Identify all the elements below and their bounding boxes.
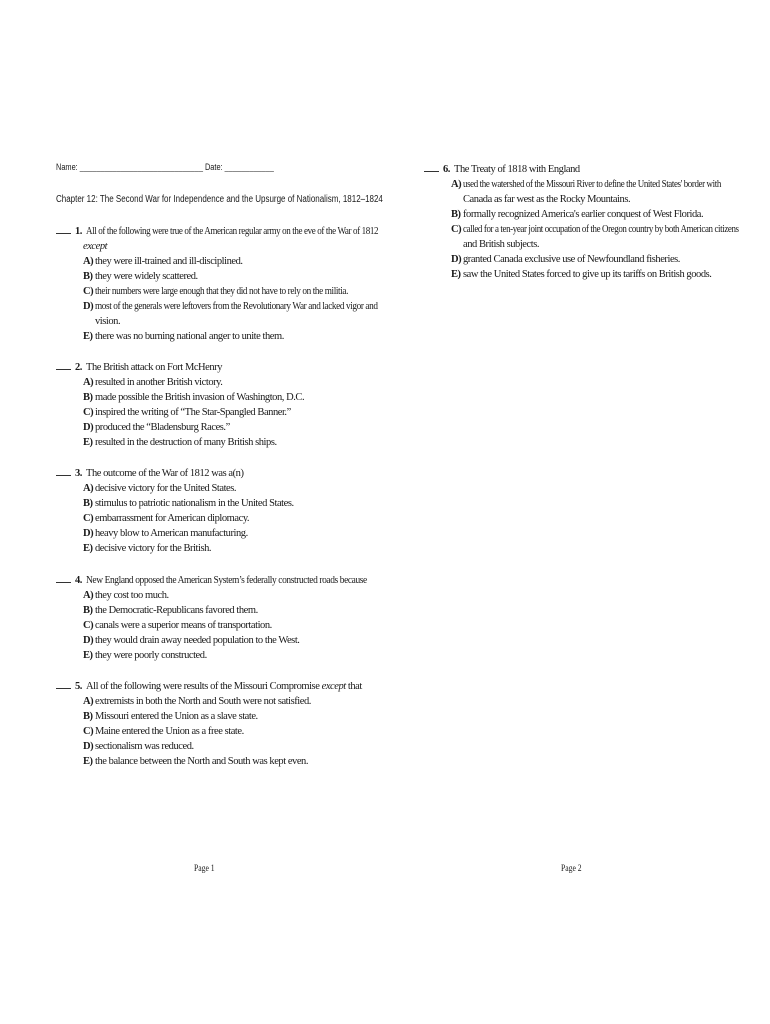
choice-a: A) extremists in both the North and South were not satisfied.: [83, 696, 311, 707]
choice-d-continued: vision.: [95, 316, 121, 327]
question-4: [56, 573, 398, 663]
answer-blank[interactable]: [56, 573, 71, 583]
choice-e: E) the balance between the North and South was kept even.: [83, 756, 309, 767]
question-number: 3.: [75, 468, 82, 479]
choice-d: D) most of the generals were leftovers from the Revolutionary War and lacked vigor and: [83, 301, 378, 312]
choice-d: D) produced the “Bladensburg Races.”: [83, 422, 230, 433]
name-date-line: Name: ______________________________ Date: ____________: [56, 162, 274, 172]
answer-blank[interactable]: [56, 224, 71, 234]
question-stem: The British attack on Fort McHenry: [85, 362, 223, 373]
choice-a: A) used the watershed of the Missouri River to define the United States' border with: [451, 179, 721, 190]
question-3: [56, 466, 294, 556]
question-2: [56, 360, 304, 450]
choice-a: A) they cost too much.: [83, 590, 169, 601]
question-number: 4.: [75, 575, 82, 586]
question-stem: The outcome of the War of 1812 was a(n): [85, 468, 244, 479]
choice-c-continued: and British subjects.: [463, 239, 540, 250]
choice-d: D) sectionalism was reduced.: [83, 741, 194, 752]
question-6: [424, 162, 770, 282]
question-stem-italic: except: [321, 681, 346, 692]
choice-b: B) Missouri entered the Union as a slave state.: [83, 711, 258, 722]
choice-c: C) called for a ten-year joint occupation of the Oregon country by both American citizens: [451, 224, 739, 235]
choice-c: C) canals were a superior means of transportation.: [83, 620, 272, 631]
chapter-title: Chapter 12: The Second War for Independence and the Upsurge of Nationalism, 1812–1824: [56, 194, 383, 205]
question-5: [56, 679, 362, 769]
choice-d: D) granted Canada exclusive use of Newfoundland fisheries.: [451, 254, 680, 265]
choice-e: E) resulted in the destruction of many British ships.: [83, 437, 277, 448]
choice-b: B) the Democratic-Republicans favored them.: [83, 605, 258, 616]
choice-e: E) saw the United States forced to give up its tariffs on British goods.: [451, 269, 712, 280]
question-number: 2.: [75, 362, 82, 373]
choice-a: A) they were ill-trained and ill-disciplined.: [83, 256, 243, 267]
page-number-left: Page 1: [194, 863, 215, 873]
choice-a: A) decisive victory for the United States.: [83, 483, 237, 494]
question-stem: The Treaty of 1818 with England: [453, 164, 580, 175]
choice-e: E) they were poorly constructed.: [83, 650, 207, 661]
choice-d: D) they would drain away needed population to the West.: [83, 635, 300, 646]
page-number-right: Page 2: [561, 863, 582, 873]
choice-c: C) their numbers were large enough that they did not have to rely on the militia.: [83, 286, 348, 297]
choice-c: C) Maine entered the Union as a free state.: [83, 726, 244, 737]
answer-blank[interactable]: [56, 679, 71, 689]
answer-blank[interactable]: [56, 466, 71, 476]
choice-e: E) there was no burning national anger to unite them.: [83, 331, 284, 342]
answer-blank[interactable]: [424, 162, 439, 172]
choice-d: D) heavy blow to American manufacturing.: [83, 528, 248, 539]
question-stem: All of the following were true of the American regular army on the eve of the War of 1812: [85, 226, 379, 237]
question-1: [56, 224, 426, 344]
choice-b: B) formally recognized America's earlier conquest of West Florida.: [451, 209, 704, 220]
question-stem-italic: except: [83, 241, 108, 252]
answer-blank[interactable]: [56, 360, 71, 370]
question-stem: New England opposed the American System’s federally constructed roads because: [85, 575, 367, 586]
question-number: 1.: [75, 226, 82, 237]
choice-a: A) resulted in another British victory.: [83, 377, 223, 388]
choice-c: C) inspired the writing of “The Star-Spangled Banner.”: [83, 407, 291, 418]
choice-b: B) stimulus to patriotic nationalism in the United States.: [83, 498, 294, 509]
question-number: 6.: [443, 164, 450, 175]
question-stem: All of the following were results of the Missouri Compromise except that: [85, 681, 362, 692]
choice-c: C) embarrassment for American diplomacy.: [83, 513, 250, 524]
choice-a-continued: Canada as far west as the Rocky Mountains.: [463, 194, 631, 205]
choice-b: B) made possible the British invasion of Washington, D.C.: [83, 392, 305, 403]
question-number: 5.: [75, 681, 82, 692]
choice-b: B) they were widely scattered.: [83, 271, 198, 282]
choice-e: E) decisive victory for the British.: [83, 543, 212, 554]
